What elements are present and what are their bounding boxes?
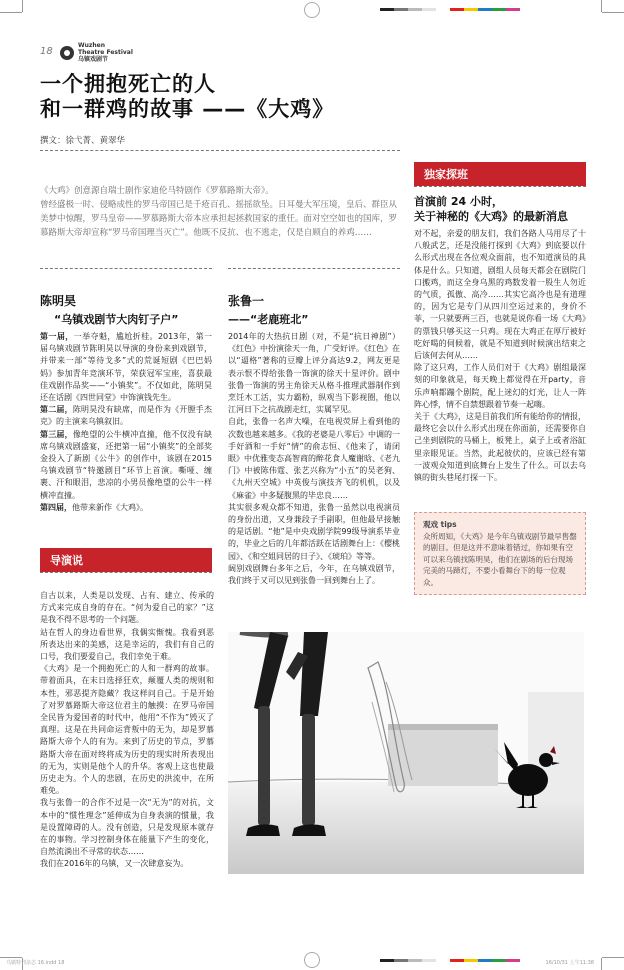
paragraph: 站在哲人的身边看世界，我偶实惭愧。我看到恶所表达出来的美感，这是幸运的，我们有自己的口号，我们要爱自己，我们幸免于难。 (40, 627, 214, 662)
crop-mark (601, 0, 602, 12)
edition-label: 第一届， (40, 332, 74, 341)
crop-mark (22, 0, 23, 12)
color-bar (380, 8, 520, 11)
tips-box (414, 512, 586, 595)
edition-label: 第四届， (40, 502, 72, 512)
page-number: 18 (40, 46, 53, 57)
exclusive-deck (414, 194, 586, 224)
paragraph: 《大鸡》是一个拥抱死亡的人和一群鸡的故事。带着面具，在末日选择狂欢，颠覆人类的规则和本性，邪恶提齐隐藏？我这样问自己。于是开始了对罗慕路斯大帝这位君主的触摸：在罗马帝国全民皆为爱国者的时代中，他用“不作为”毁灭了真理。这是在共同命运背叛中的无为，却是罗慕路斯大帝个人的有为。来到了历史的节点，罗慕路斯大帝在面对终将成为历史的现实时所表现出的无为，实则是他个人的升华。客观上这也使最历史走为。个人的悲剧，在历史的洪流中，在所难免。 (40, 664, 214, 796)
director-section-header: 导演说 (40, 548, 212, 572)
byline: 撰文：徐弋菁、黄翠华 (40, 136, 126, 146)
paragraph: 对不起，亲爱的朋友们，我们各路人马用尽了十八般武艺，还是没能打探到《大鸡》到底要以什么形式出现在各位观众面前，也不知道演员的具体是什么。只知道，剧组人员每天都会在剧院门口搬鸡，而这全身乌黑的鸡数发着一股生人勿近的气质，孤傲、高冷……其实它高冷也是有道理的，因为它是专门从四川空运过来的，身价不菲，一只就要两三百，也就是说你看一场《大鸡》的票钱只够买这一只鸡。现在大鸡正在厚厅被好吃好喝的伺候着，就是不知道到时候演出结束之后该何去何从…… (414, 229, 586, 361)
divider (40, 150, 400, 152)
logo-line: Theatre Festival (78, 49, 133, 56)
title-line-2: 和一群鸡的故事 ——《大鸡》 (40, 97, 335, 121)
color-bar (380, 959, 520, 962)
photo-illustration (228, 632, 584, 874)
person-name: 陈明昊 (40, 294, 77, 308)
deck-line: 首演前 24 小时， (414, 195, 503, 208)
title-line-1: 一个拥抱死亡的人 (40, 72, 216, 96)
paragraph: 2014年的大热抗日剧（对，不是“抗日神剧”）《红色》中扮演徐天一角，广受好评。《红色》在以“逼格”著称的豆瓣上评分高达9.2，网友更是表示恨不得给张鲁一饰演的徐天十星评价。剧中张鲁一饰演的男主角徐天从格斗推理武器制作到烹饪木工活，实力霸粉，纵观当下影视圈，他以江河日下之抗战剧走红，实属罕见。 (228, 332, 400, 415)
logo-line: Wuzhen (78, 42, 105, 49)
paragraph: 我们在2016年的乌镇，又一次肆意妄为。 (40, 859, 189, 869)
stage-photo (228, 632, 584, 874)
paragraph: 自古以来，人类是以发现、占有、建立、传承的方式来完成自身的存在。“何为爱自己的家？”这是我不得不思考的一个问题。 (40, 591, 214, 625)
crop-mark (601, 958, 602, 970)
divider (40, 572, 212, 574)
divider (414, 186, 586, 188)
registration-mark (304, 952, 320, 968)
lead-paragraph (40, 184, 400, 240)
person-quote: ——“老鹿班北” (228, 313, 309, 326)
footer-timestamp: 16/10/31 上午11:38 (545, 960, 594, 966)
paragraph: 我与张鲁一的合作不过是一次“无为”的对抗，文本中的“惯性理念”延伸成为自身表演的惯量，我是设置障碍的人。没有创造，只是发现原本就存在的事物。学习控制身体在能量下产生的变化，自然流淌出不寻常的状态…… (40, 798, 214, 857)
logo-icon (60, 46, 74, 60)
crop-mark (602, 12, 624, 13)
deck-line: 关于神秘的《大鸡》的最新消息 (414, 210, 568, 223)
edition-label: 第二届， (40, 405, 73, 415)
paragraph: 除了这只鸡，工作人员们对于《大鸡》剧组最深刻的印象就是，每天晚上都觉得在开party，音乐声响都蹦个剧院，配上迷幻的灯光，让人一阵阵心悸，情不自禁想跟着节奏一起嗨。 (414, 363, 586, 409)
paragraph: 关于《大鸡》，这是目前我们所有能给你的情报，最终它会以什么形式出现在你面前，还需要你自己坐到剧院的马桶上，板凳上，桌子上或者浴缸里亲眼见证。当然，此起彼伏的，应该已经有第一波观众知道到底舞台上发生了什么。可以去乌镇的街头巷尾打探一下。 (414, 412, 586, 483)
zhang-body (228, 331, 400, 587)
chen-section (40, 292, 212, 514)
edition-label: 第三届， (40, 429, 73, 439)
person-name: 张鲁一 (228, 294, 265, 308)
director-body (40, 590, 214, 871)
paragraph: 其实很多观众都不知道，张鲁一虽然以电视演员的身份出道，又身兼段子手副职，但他最早接触的是话剧。“他”是中央戏剧学院99级导演系毕业的，毕业之后的几年都活跃在话剧舞台上：《樱桃园》、《和空姐同居的日子》、《琥珀》等等。 (228, 502, 400, 561)
exclusive-body (414, 228, 586, 484)
crop-mark (0, 957, 22, 958)
tips-label: 观戏 tips (423, 520, 457, 529)
logo-line: 乌镇戏剧节 (78, 56, 109, 63)
paragraph-text: 一举夺魁，尴尬折桂。2013年，第一届乌镇戏剧节陈明昊以导演的身份来到戏剧节，并带来一部“等待戈多”式的荒诞短剧《巴巴妈妈》参加青年竞演环节，荣获冠军宝座，喜获最佳戏剧作品奖——“小镇奖”。不仅如此，陈明昊还在话剧《四世同堂》中饰演钱先生。 (40, 332, 213, 403)
crop-mark (0, 12, 22, 13)
divider (40, 268, 212, 270)
footer-file: 乌镇特刊杂志 16.indd 18 (6, 960, 65, 966)
festival-logo (60, 42, 133, 63)
exclusive-section-header: 独家探班 (414, 162, 586, 186)
paragraph-text: 陈明昊没有缺席，而是作为《开膛手杰克》的主演来乌镇叙旧。 (40, 405, 213, 427)
divider (228, 268, 400, 270)
tips-text: 众所周知，《大鸡》是今年乌镇戏剧节最早售罄的剧目。但是这并不意味着错过，你如果有空可以来乌镇找陈明昊，他们在剧场的后台现场完美的马蹄灯，不要小看舞台下的每一位观众。 (423, 531, 577, 587)
lead-text: 曾经盛极一时、侵略成性的罗马帝国已是千疮百孔、摇摇欲坠。日耳曼大军压境，皇后、群臣从美梦中惊醒，罗马皇帝——罗慕路斯大帝本应承担起拯救国家的重任。面对空空如也的国库，罗慕路斯大帝却宣称“罗马帝国理当灭亡”。他既不反抗、也不逃走，仅是自顾自的养鸡…… (40, 200, 398, 238)
article-title (40, 72, 580, 122)
person-quote: “乌镇戏剧节大肉钉子户” (54, 313, 179, 326)
paragraph-text: 像绝望的公牛横冲直撞，他不仅没有缺席乌镇戏剧盛宴，还把第一届“小镇奖”的全部奖金投入了新剧《公牛》的创作中，该剧在2015乌镇戏剧节“特邀剧目”环节上首演。嘶哑、缠裹、汗和眼泪，悲凉的小男员像绝望的公牛一样横冲直撞。 (40, 429, 213, 500)
lead-line: 《大鸡》创意源自瑞士剧作家迪伦马特剧作《罗慕路斯大帝》。 (40, 186, 274, 196)
paragraph: 自此，张鲁一名声大噪，在电视荧屏上看到他的次数也越来越多。《我的老婆是八零后》中调的一手好酒和一手好“情”的俞志恒、《他来了，请闭眼》中优雅变态高智商的醉花食人魔谢晗、《老九门》中被陈伟霆、张艺兴称为“小五”的吴老狗、《九州天空城》中英俊与演技齐飞的机机，以及《麻雀》中多疑腹黑的毕忠良…… (228, 417, 400, 500)
chen-body (40, 331, 212, 514)
zhang-section (228, 292, 400, 587)
registration-mark (304, 2, 320, 18)
crop-mark (602, 957, 624, 958)
paragraph: 阔别戏剧舞台多年之后，今年，在乌镇戏剧节，我们终于又可以见到张鲁一回到舞台上了。 (228, 563, 400, 586)
paragraph-text: 他带来新作《大鸡》。 (72, 502, 148, 512)
